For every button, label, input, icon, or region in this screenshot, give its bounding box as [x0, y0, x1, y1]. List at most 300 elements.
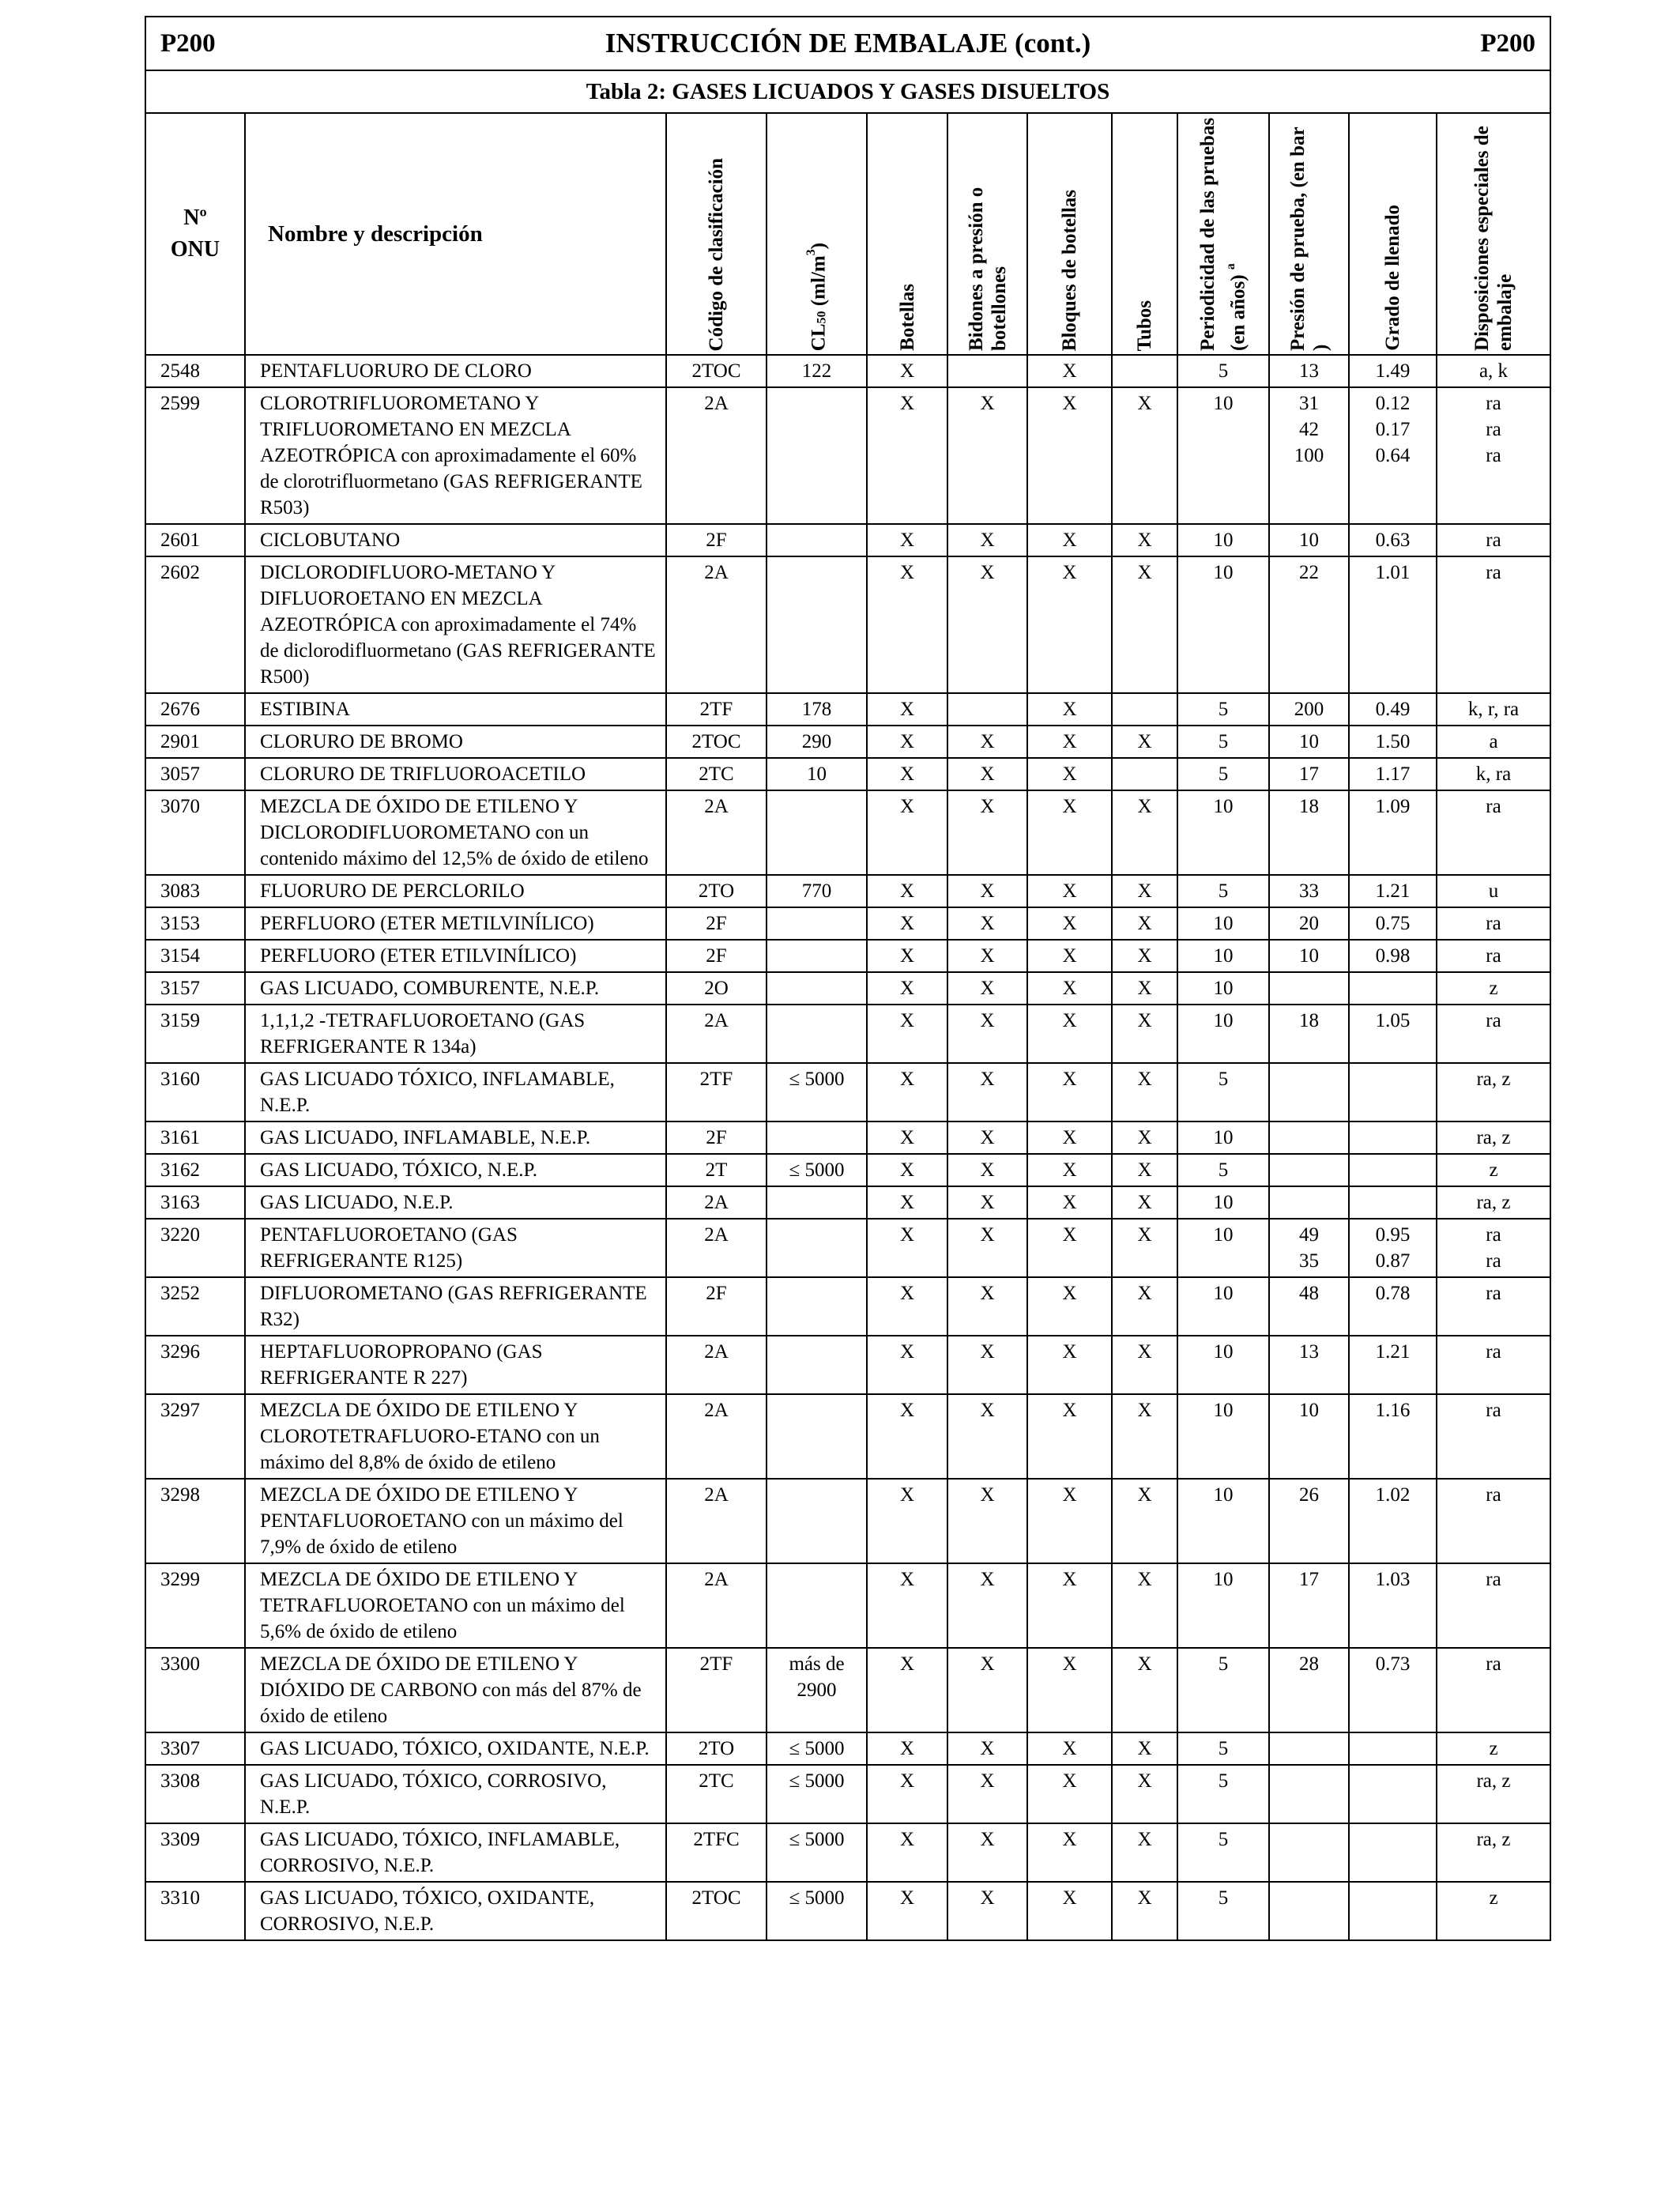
disposiciones-cell: z [1437, 1882, 1550, 1940]
name-cell: MEZCLA DE ÓXIDO DE ETILENO Y DIÓXIDO DE CARBONO con más del 87% de óxido de etileno [245, 1648, 666, 1732]
cl50-cell: ≤ 5000 [767, 1154, 867, 1186]
periodicidad-cell: 10 [1177, 907, 1269, 940]
header-onu: Nº ONU [145, 113, 245, 355]
name-cell: GAS LICUADO, INFLAMABLE, N.E.P. [245, 1122, 666, 1154]
onu-cell: 3220 [145, 1219, 245, 1277]
tubos-cell: X [1112, 1648, 1177, 1732]
bloques-cell: X [1027, 556, 1112, 693]
bloques-cell: X [1027, 1732, 1112, 1765]
table-row [145, 972, 1550, 1005]
periodicidad-cell: 5 [1177, 1063, 1269, 1122]
periodicidad-cell: 5 [1177, 1765, 1269, 1823]
table-row [145, 758, 1550, 790]
cl50-cell: 122 [767, 355, 867, 387]
onu-cell: 3300 [145, 1648, 245, 1732]
onu-cell: 3310 [145, 1882, 245, 1940]
botellas-cell: X [867, 1394, 947, 1479]
bidones-cell [947, 355, 1027, 387]
onu-cell: 3307 [145, 1732, 245, 1765]
periodicidad-cell: 10 [1177, 1277, 1269, 1336]
onu-cell: 3296 [145, 1336, 245, 1394]
onu-cell: 3070 [145, 790, 245, 875]
cl50-cell: ≤ 5000 [767, 1063, 867, 1122]
bidones-cell: X [947, 1882, 1027, 1940]
tubos-cell: X [1112, 1732, 1177, 1765]
disposiciones-cell: ra [1437, 1479, 1550, 1563]
bloques-cell: X [1027, 726, 1112, 758]
botellas-cell: X [867, 1219, 947, 1277]
header-tubos: Tubos [1112, 113, 1177, 355]
header-cl50: $CL_{50}$ $(ml/m^3)$ [767, 113, 867, 355]
cl50-cell [767, 1479, 867, 1563]
bidones-cell: X [947, 1154, 1027, 1186]
disposiciones-cell: ra [1437, 907, 1550, 940]
table-row [145, 387, 1550, 524]
presion-cell: 48 [1269, 1277, 1349, 1336]
onu-cell: 3159 [145, 1005, 245, 1063]
llenado-cell: 1.17 [1349, 758, 1437, 790]
name-cell: GAS LICUADO, COMBURENTE, N.E.P. [245, 972, 666, 1005]
bidones-cell: X [947, 940, 1027, 972]
botellas-cell: X [867, 1186, 947, 1219]
bloques-cell: X [1027, 524, 1112, 556]
presion-cell: 26 [1269, 1479, 1349, 1563]
clasificacion-cell: 2F [666, 524, 767, 556]
disposiciones-cell: ra ra [1437, 1219, 1550, 1277]
bloques-cell: X [1027, 1063, 1112, 1122]
llenado-cell [1349, 1063, 1437, 1122]
tubos-cell: X [1112, 907, 1177, 940]
table-row [145, 875, 1550, 907]
bloques-cell: X [1027, 1005, 1112, 1063]
bidones-cell: X [947, 387, 1027, 524]
bloques-cell: X [1027, 1394, 1112, 1479]
botellas-cell: X [867, 726, 947, 758]
header-bidones: Bidones a presión o botellones [947, 113, 1027, 355]
botellas-cell: X [867, 1277, 947, 1336]
llenado-cell: 1.49 [1349, 355, 1437, 387]
bloques-cell: X [1027, 758, 1112, 790]
presion-cell [1269, 1063, 1349, 1122]
cl50-cell [767, 972, 867, 1005]
tubos-cell [1112, 693, 1177, 726]
tubos-cell: X [1112, 972, 1177, 1005]
bidones-cell: X [947, 556, 1027, 693]
periodicidad-cell: 5 [1177, 1732, 1269, 1765]
botellas-cell: X [867, 1063, 947, 1122]
llenado-cell: 0.75 [1349, 907, 1437, 940]
cl50-cell [767, 1122, 867, 1154]
bloques-cell: X [1027, 875, 1112, 907]
periodicidad-cell: 10 [1177, 1005, 1269, 1063]
clasificacion-cell: 2TC [666, 758, 767, 790]
table-row [145, 1186, 1550, 1219]
botellas-cell: X [867, 1882, 947, 1940]
periodicidad-cell: 5 [1177, 726, 1269, 758]
tubos-cell: X [1112, 1277, 1177, 1336]
header-botellas: Botellas [867, 113, 947, 355]
name-cell: FLUORURO DE PERCLORILO [245, 875, 666, 907]
cl50-cell: 770 [767, 875, 867, 907]
bidones-cell: X [947, 1394, 1027, 1479]
table-row [145, 556, 1550, 693]
clasificacion-cell: 2A [666, 1005, 767, 1063]
header-disposiciones: Disposiciones especiales de embalaje [1437, 113, 1550, 355]
clasificacion-cell: 2F [666, 1277, 767, 1336]
clasificacion-cell: 2F [666, 907, 767, 940]
bidones-cell: X [947, 1219, 1027, 1277]
cl50-cell [767, 1186, 867, 1219]
llenado-cell: 0.98 [1349, 940, 1437, 972]
tubos-cell: X [1112, 524, 1177, 556]
tubos-cell [1112, 758, 1177, 790]
header-presion: Presión de prueba, (en bar ) [1269, 113, 1349, 355]
bloques-cell: X [1027, 1219, 1112, 1277]
periodicidad-cell: 10 [1177, 556, 1269, 693]
name-cell: GAS LICUADO, TÓXICO, OXIDANTE, N.E.P. [245, 1732, 666, 1765]
botellas-cell: X [867, 1005, 947, 1063]
botellas-cell: X [867, 875, 947, 907]
llenado-cell [1349, 1765, 1437, 1823]
bidones-cell: X [947, 1277, 1027, 1336]
bidones-cell: X [947, 1563, 1027, 1648]
cl50-cell [767, 524, 867, 556]
header-bloques: Bloques de botellas [1027, 113, 1112, 355]
bidones-cell: X [947, 972, 1027, 1005]
botellas-cell: X [867, 1479, 947, 1563]
disposiciones-cell: ra [1437, 1648, 1550, 1732]
disposiciones-cell: ra, z [1437, 1823, 1550, 1882]
presion-cell: 49 35 [1269, 1219, 1349, 1277]
presion-cell: 10 [1269, 726, 1349, 758]
onu-cell: 3299 [145, 1563, 245, 1648]
onu-cell: 3083 [145, 875, 245, 907]
botellas-cell: X [867, 972, 947, 1005]
disposiciones-cell: ra [1437, 940, 1550, 972]
name-cell: MEZCLA DE ÓXIDO DE ETILENO Y DICLORODIFLUOROMETANO con un contenido máximo del 12,5% de óxido de etileno [245, 790, 666, 875]
bidones-cell: X [947, 1765, 1027, 1823]
name-cell: GAS LICUADO, N.E.P. [245, 1186, 666, 1219]
tubos-cell: X [1112, 1394, 1177, 1479]
name-cell: DIFLUOROMETANO (GAS REFRIGERANTE R32) [245, 1277, 666, 1336]
periodicidad-cell: 5 [1177, 1648, 1269, 1732]
botellas-cell: X [867, 1648, 947, 1732]
bidones-cell: X [947, 1336, 1027, 1394]
periodicidad-cell: 5 [1177, 693, 1269, 726]
cl50-cell [767, 1563, 867, 1648]
onu-cell: 2599 [145, 387, 245, 524]
onu-cell: 3162 [145, 1154, 245, 1186]
table-row [145, 1882, 1550, 1940]
name-cell: MEZCLA DE ÓXIDO DE ETILENO Y PENTAFLUOROETANO con un máximo del 7,9% de óxido de etileno [245, 1479, 666, 1563]
table-row [145, 1005, 1550, 1063]
llenado-cell: 0.95 0.87 [1349, 1219, 1437, 1277]
page-title: INSTRUCCIÓN DE EMBALAJE (cont.) [605, 28, 1091, 58]
botellas-cell: X [867, 355, 947, 387]
periodicidad-cell: 10 [1177, 1394, 1269, 1479]
tubos-cell: X [1112, 1154, 1177, 1186]
llenado-cell: 1.21 [1349, 875, 1437, 907]
gases-table [145, 16, 1551, 1941]
bidones-cell: X [947, 790, 1027, 875]
presion-cell [1269, 1154, 1349, 1186]
bloques-cell: X [1027, 790, 1112, 875]
cl50-cell [767, 1394, 867, 1479]
cl50-cell [767, 1005, 867, 1063]
clasificacion-cell: 2A [666, 1336, 767, 1394]
presion-cell: 17 [1269, 1563, 1349, 1648]
periodicidad-cell: 10 [1177, 1186, 1269, 1219]
onu-cell: 3157 [145, 972, 245, 1005]
onu-cell: 3161 [145, 1122, 245, 1154]
tubos-cell: X [1112, 1479, 1177, 1563]
onu-cell: 2901 [145, 726, 245, 758]
name-cell: PENTAFLUOROETANO (GAS REFRIGERANTE R125) [245, 1219, 666, 1277]
llenado-cell: 1.09 [1349, 790, 1437, 875]
clasificacion-cell: 2TF [666, 693, 767, 726]
bloques-cell: X [1027, 1563, 1112, 1648]
table-row [145, 1277, 1550, 1336]
bloques-cell: X [1027, 940, 1112, 972]
clasificacion-cell: 2O [666, 972, 767, 1005]
periodicidad-cell: 10 [1177, 524, 1269, 556]
bloques-cell: X [1027, 1336, 1112, 1394]
clasificacion-cell: 2F [666, 940, 767, 972]
presion-cell: 13 [1269, 1336, 1349, 1394]
table-row [145, 355, 1550, 387]
botellas-cell: X [867, 1336, 947, 1394]
table-row [145, 693, 1550, 726]
cl50-cell [767, 1219, 867, 1277]
botellas-cell: X [867, 1765, 947, 1823]
clasificacion-cell: 2T [666, 1154, 767, 1186]
disposiciones-cell: ra, z [1437, 1122, 1550, 1154]
tubos-cell: X [1112, 1219, 1177, 1277]
disposiciones-cell: ra [1437, 556, 1550, 693]
bloques-cell: X [1027, 1823, 1112, 1882]
bidones-cell: X [947, 1122, 1027, 1154]
onu-cell: 3153 [145, 907, 245, 940]
clasificacion-cell: 2TOC [666, 726, 767, 758]
name-cell: PERFLUORO (ETER METILVINÍLICO) [245, 907, 666, 940]
presion-cell: 17 [1269, 758, 1349, 790]
clasificacion-cell: 2TFC [666, 1823, 767, 1882]
disposiciones-cell: ra, z [1437, 1765, 1550, 1823]
cl50-cell [767, 790, 867, 875]
periodicidad-cell: 10 [1177, 790, 1269, 875]
bloques-cell: X [1027, 1648, 1112, 1732]
title-bar [145, 17, 1550, 70]
onu-cell: 3154 [145, 940, 245, 972]
presion-cell [1269, 1765, 1349, 1823]
bidones-cell: X [947, 875, 1027, 907]
bidones-cell: X [947, 1063, 1027, 1122]
tubos-cell: X [1112, 556, 1177, 693]
bloques-cell: X [1027, 355, 1112, 387]
presion-cell [1269, 1823, 1349, 1882]
name-cell: PENTAFLUORURO DE CLORO [245, 355, 666, 387]
table-row [145, 1154, 1550, 1186]
clasificacion-cell: 2A [666, 1219, 767, 1277]
disposiciones-cell: ra [1437, 1563, 1550, 1648]
botellas-cell: X [867, 556, 947, 693]
llenado-cell: 1.03 [1349, 1563, 1437, 1648]
cl50-cell: ≤ 5000 [767, 1765, 867, 1823]
cl50-cell: 10 [767, 758, 867, 790]
table-row [145, 1823, 1550, 1882]
disposiciones-cell: z [1437, 1732, 1550, 1765]
llenado-cell: 1.50 [1349, 726, 1437, 758]
cl50-cell: 290 [767, 726, 867, 758]
table-row [145, 790, 1550, 875]
botellas-cell: X [867, 693, 947, 726]
bidones-cell: X [947, 726, 1027, 758]
table-row [145, 1063, 1550, 1122]
botellas-cell: X [867, 1823, 947, 1882]
llenado-cell: 0.78 [1349, 1277, 1437, 1336]
botellas-cell: X [867, 758, 947, 790]
table-row [145, 1122, 1550, 1154]
bidones-cell [947, 693, 1027, 726]
bloques-cell: X [1027, 1765, 1112, 1823]
periodicidad-cell: 5 [1177, 1882, 1269, 1940]
llenado-cell [1349, 1122, 1437, 1154]
bloques-cell: X [1027, 1882, 1112, 1940]
disposiciones-cell: ra, z [1437, 1063, 1550, 1122]
bloques-cell: X [1027, 1154, 1112, 1186]
disposiciones-cell: ra ra ra [1437, 387, 1550, 524]
bloques-cell: X [1027, 1479, 1112, 1563]
presion-cell [1269, 1732, 1349, 1765]
llenado-cell: 1.05 [1349, 1005, 1437, 1063]
name-cell: GAS LICUADO TÓXICO, INFLAMABLE, N.E.P. [245, 1063, 666, 1122]
name-cell: HEPTAFLUOROPROPANO (GAS REFRIGERANTE R 227) [245, 1336, 666, 1394]
tubos-cell: X [1112, 1122, 1177, 1154]
disposiciones-cell: ra [1437, 790, 1550, 875]
onu-cell: 2548 [145, 355, 245, 387]
name-cell: MEZCLA DE ÓXIDO DE ETILENO Y TETRAFLUOROETANO con un máximo del 5,6% de óxido de etileno [245, 1563, 666, 1648]
tubos-cell: X [1112, 1063, 1177, 1122]
tubos-cell: X [1112, 790, 1177, 875]
onu-cell: 3160 [145, 1063, 245, 1122]
presion-cell [1269, 1186, 1349, 1219]
tubos-cell: X [1112, 726, 1177, 758]
botellas-cell: X [867, 1154, 947, 1186]
table-row [145, 524, 1550, 556]
botellas-cell: X [867, 1122, 947, 1154]
tubos-cell: X [1112, 387, 1177, 524]
table-body [145, 355, 1550, 1940]
onu-cell: 3298 [145, 1479, 245, 1563]
periodicidad-cell: 5 [1177, 758, 1269, 790]
tubos-cell: X [1112, 1186, 1177, 1219]
disposiciones-cell: ra [1437, 1394, 1550, 1479]
disposiciones-cell: ra [1437, 1277, 1550, 1336]
disposiciones-cell: z [1437, 972, 1550, 1005]
llenado-cell [1349, 1154, 1437, 1186]
presion-cell: 10 [1269, 940, 1349, 972]
clasificacion-cell: 2TOC [666, 355, 767, 387]
cl50-cell [767, 940, 867, 972]
periodicidad-cell: 5 [1177, 875, 1269, 907]
llenado-cell [1349, 1732, 1437, 1765]
onu-cell: 2602 [145, 556, 245, 693]
disposiciones-cell: u [1437, 875, 1550, 907]
onu-cell: 3163 [145, 1186, 245, 1219]
header-llenado: Grado de llenado [1349, 113, 1437, 355]
cl50-cell [767, 907, 867, 940]
tubos-cell: X [1112, 940, 1177, 972]
clasificacion-cell: 2TO [666, 1732, 767, 1765]
llenado-cell: 0.12 0.17 0.64 [1349, 387, 1437, 524]
bidones-cell: X [947, 907, 1027, 940]
name-cell: CLOROTRIFLUOROMETANO Y TRIFLUOROMETANO EN MEZCLA AZEOTRÓPICA con aproximadamente el 60% de clorotrifluormetano (GAS REFRIGERANTE R503) [245, 387, 666, 524]
disposiciones-cell: a [1437, 726, 1550, 758]
clasificacion-cell: 2TF [666, 1063, 767, 1122]
periodicidad-cell: 5 [1177, 355, 1269, 387]
presion-cell: 10 [1269, 524, 1349, 556]
periodicidad-cell: 10 [1177, 1479, 1269, 1563]
clasificacion-cell: 2TF [666, 1648, 767, 1732]
periodicidad-cell: 10 [1177, 387, 1269, 524]
tubos-cell: X [1112, 1823, 1177, 1882]
table-row [145, 907, 1550, 940]
table-row [145, 1765, 1550, 1823]
table-row [145, 1479, 1550, 1563]
bloques-cell: X [1027, 1122, 1112, 1154]
onu-cell: 3308 [145, 1765, 245, 1823]
bloques-cell: X [1027, 972, 1112, 1005]
onu-cell: 2601 [145, 524, 245, 556]
llenado-cell [1349, 1186, 1437, 1219]
periodicidad-cell: 10 [1177, 972, 1269, 1005]
table-row [145, 1336, 1550, 1394]
header-periodicidad: Periodicidad de las pruebas (en años) $^a$ [1177, 113, 1269, 355]
periodicidad-cell: 10 [1177, 1122, 1269, 1154]
disposiciones-cell: z [1437, 1154, 1550, 1186]
botellas-cell: X [867, 524, 947, 556]
bloques-cell: X [1027, 907, 1112, 940]
clasificacion-cell: 2A [666, 556, 767, 693]
bloques-cell: X [1027, 1277, 1112, 1336]
clasificacion-cell: 2A [666, 1394, 767, 1479]
disposiciones-cell: ra [1437, 1005, 1550, 1063]
name-cell: CLORURO DE TRIFLUOROACETILO [245, 758, 666, 790]
presion-cell: 33 [1269, 875, 1349, 907]
instruction-code-right: P200 [1480, 28, 1536, 58]
botellas-cell: X [867, 1732, 947, 1765]
table-row [145, 1648, 1550, 1732]
table-title: Tabla 2: GASES LICUADOS Y GASES DISUELTOS [145, 70, 1550, 113]
cl50-cell: más de 2900 [767, 1648, 867, 1732]
bloques-cell: X [1027, 387, 1112, 524]
disposiciones-cell: k, r, ra [1437, 693, 1550, 726]
disposiciones-cell: k, ra [1437, 758, 1550, 790]
instruction-code-left: P200 [160, 28, 216, 58]
tubos-cell [1112, 355, 1177, 387]
name-cell: GAS LICUADO, TÓXICO, INFLAMABLE, CORROSIVO, N.E.P. [245, 1823, 666, 1882]
table-row [145, 1732, 1550, 1765]
botellas-cell: X [867, 940, 947, 972]
packing-instruction-document [145, 16, 1550, 1941]
cl50-cell [767, 387, 867, 524]
cl50-cell [767, 556, 867, 693]
tubos-cell: X [1112, 1336, 1177, 1394]
llenado-cell: 1.02 [1349, 1479, 1437, 1563]
llenado-cell [1349, 1823, 1437, 1882]
presion-cell: 31 42 100 [1269, 387, 1349, 524]
bloques-cell: X [1027, 1186, 1112, 1219]
